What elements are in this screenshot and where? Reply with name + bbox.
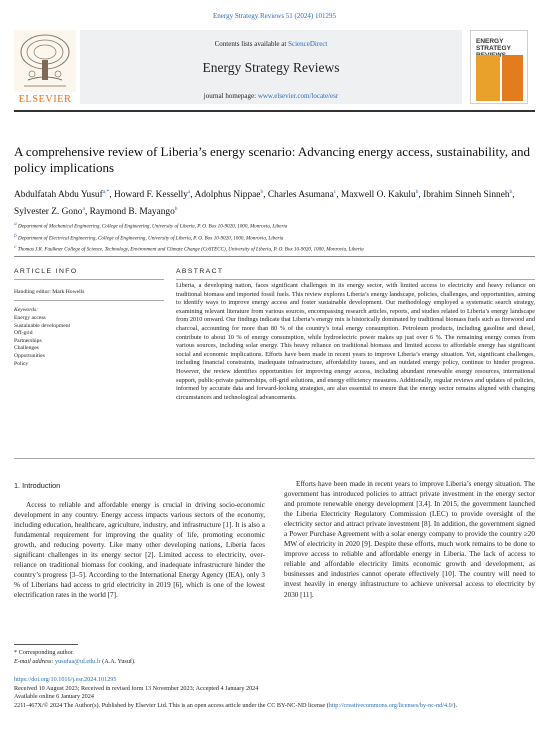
license-line xyxy=(14,702,535,711)
cover-title-line: STRATEGY xyxy=(476,45,511,52)
journal-cover-thumbnail[interactable] xyxy=(470,30,528,104)
affiliation xyxy=(14,232,534,244)
affiliation-list xyxy=(14,220,534,255)
keyword: Opportunities xyxy=(14,352,45,359)
affiliation-text: Department of Mechanical Engineering, College of Engineering, University of Liberia, P. O. Box 10-9020, 1000, Monrovia, Liberia xyxy=(16,223,288,230)
author-separator: , xyxy=(512,190,515,201)
doi-link[interactable]: https://doi.org/10.1016/j.esr.2024.101295 xyxy=(14,676,117,683)
body-paragraph: Efforts have been made in recent years to improve Liberia’s energy situation. The government has introduced policies to attract private investment in the energy sector and promote renewable energy development [3,4]. In 2015, the government launched the Liberia Electricity Regulatory Commission (LEC) to provide oversight of the electricity sector and attract private investment [8]. In addition, the government signed a Power Purchase Agreement with a solar energy company to provide the country ≥20 MW of electricity in 2020 [9]. Despite these efforts, much work remains to be done to improve access to reliable and affordable energy in Liberia. The lack of access to reliable and affordable electricity limits economic growth and development, as businesses and industries cannot operate effectively [10]. The country will need to invest heavily in energy infrastructure to achieve universal access to electricity by 2030 [11]. xyxy=(284,480,535,599)
running-head[interactable]: Energy Strategy Reviews 51 (2024) 101295 xyxy=(213,12,336,20)
publisher-wordmark[interactable]: ELSEVIER xyxy=(18,94,72,105)
author-affiliation-marker[interactable]: b xyxy=(260,189,264,195)
body-column-right xyxy=(284,479,535,600)
affiliation-marker: c xyxy=(14,244,17,251)
author-affiliation-marker[interactable]: b xyxy=(174,206,178,213)
keyword: Partnerships xyxy=(14,337,42,344)
sciencedirect-link[interactable]: ScienceDirect xyxy=(288,40,328,48)
affiliation xyxy=(14,220,534,232)
author-name[interactable]: Sylvester Z. Gono xyxy=(14,207,83,218)
article-meta-footer xyxy=(14,676,535,710)
author-separator: , xyxy=(263,190,268,201)
author-name[interactable]: Maxwell O. Kakulu xyxy=(340,190,416,201)
affiliation-marker: b xyxy=(14,232,17,239)
author-name[interactable]: Adolphus Nippae xyxy=(194,190,261,201)
keywords-label: Keywords: xyxy=(14,307,39,313)
affiliation-text: Department of Electrical Engineering, College of Engineering, University of Liberia, P. O. Box 10-9020, 1000, Monrovia, Liberia xyxy=(16,235,284,242)
author-separator: , xyxy=(336,190,341,201)
keyword-list xyxy=(14,315,70,368)
footnote-rule xyxy=(14,644,78,645)
online-date: Available online 6 January 2024 xyxy=(14,693,94,701)
abstract-heading: ABSTRACT xyxy=(176,268,224,275)
author-name[interactable]: Ibrahim Sinneh Sinneh xyxy=(423,190,510,201)
journal-homepage xyxy=(80,92,462,100)
affiliation xyxy=(14,243,534,255)
header-rule xyxy=(14,110,535,112)
author-separator: , xyxy=(418,190,424,201)
email-line xyxy=(14,657,136,666)
contents-line xyxy=(80,40,462,48)
article-info-heading: ARTICLE INFO xyxy=(14,268,78,275)
author-separator: , xyxy=(84,207,90,218)
footnote xyxy=(14,648,136,666)
email-label: E-mail address: xyxy=(14,658,56,665)
abstract-end-rule xyxy=(14,458,535,459)
author-affiliation-marker[interactable]: b xyxy=(509,189,513,195)
info-rule xyxy=(14,300,164,301)
affiliation-marker: a xyxy=(14,221,17,227)
email-suffix: (A.A. Yusuf). xyxy=(100,658,136,665)
author-list xyxy=(14,185,534,219)
elsevier-tree-logo[interactable] xyxy=(14,30,76,104)
author-affiliation-marker[interactable]: c xyxy=(333,189,337,195)
keyword: Challenges xyxy=(14,345,39,352)
license-prefix: 2211-467X/© 2024 The Author(s). Published by Elsevier Ltd. This is an open access article under the CC BY-NC-ND license ( xyxy=(14,701,329,709)
author-separator: , xyxy=(190,190,195,201)
corresponding-author-note: * Corresponding author. xyxy=(14,649,74,656)
keyword: Off-grid xyxy=(14,330,33,337)
contents-prefix: Contents lists available at xyxy=(214,40,289,48)
keyword: Energy access xyxy=(14,315,46,321)
cover-image-band xyxy=(476,55,500,101)
author-name[interactable]: Raymond B. Mayango xyxy=(89,207,175,218)
license-suffix: ). xyxy=(453,701,458,709)
keyword: Policy xyxy=(14,360,29,367)
homepage-prefix: journal homepage: xyxy=(203,92,258,100)
cover-image-band xyxy=(502,55,523,101)
author-name[interactable]: Howard F. Kesselly xyxy=(113,190,188,201)
abstract-rule xyxy=(176,279,535,280)
abstract-text: Liberia, a developing nation, faces significant challenges in its energy sector, with limited access to electricity and heavy reliance on traditional biomass and imported fossil fuels. This review explores Liberia’s energy landscape, policies, challenges, and opportunities, aiming to identify ways to improve energy access and foster sustainable development. Our methodology employed a systematic search strategy, examining relevant literature from various sources, encompassing research articles, reports, and studies related to Liberia’s energy landscape from 2010 onward. Our findings indicate that Liberia’s energy mix is historically dominated by traditional biomass fuels such as firewood and charcoal, accounting for more than 80 % of the country’s total energy consumption. Petroleum products, including gasoline and diesel, contribute to about 10 % of energy consumption, while hydroelectric power makes up just over 6 %. The remaining energy comes from various sources, including solar energy. This heavy reliance on traditional biomass and limited access to affordable energy has significant social and economic implications. Efforts have been made in recent years to improve Liberia’s energy situation. Yet, significant challenges, including financial constraints, inadequate infrastructure, affordability issues, and an outdated energy policy, continue to hinder progress. However, the review identifies opportunities for improving energy access, including abundant renewable energy resources, international support, public-private partnerships, off-grid solutions, and energy efficiency measures. Additionally, regular reviews and updates of policies, informed by accurate data and forward-looking strategies, are also essential to ensure that the energy sector remains aligned with changing circumstances and technological advancements. xyxy=(176,282,535,401)
author-separator: , xyxy=(109,190,114,201)
handling-editor: Handling editor: Mark Howells xyxy=(14,289,85,295)
cover-title-line: ENERGY xyxy=(476,38,504,45)
section-rule xyxy=(14,256,535,257)
author-affiliation-marker[interactable]: a xyxy=(82,206,85,213)
body-paragraph: Access to reliable and affordable energy is crucial in driving socio-economic development in any country. Energy access impacts various sectors of the economy, including education, healthcare, agriculture, industry, and infrastructure [1]. It is also a fundamental requirement for improving the quality of life, promoting economic growth, and reducing poverty. Like many other developing nations, Liberia faces significant challenges in its energy sector [2]. Limited access to electricity, over-reliance on traditional biomass for cooking, and inadequate infrastructure hinder the country’s progress [3–5]. According to the International Energy Agency (IEA), only 3 % of Liberians had access to grid electricity in 2019 [6], which is one of the lowest electrification rates in the world [7]. xyxy=(14,501,265,600)
article-title: A comprehensive review of Liberia’s energy scenario: Advancing energy access, sustainability, and policy implications xyxy=(14,144,530,175)
body-column-left xyxy=(14,500,265,600)
received-dates: Received 10 August 2023; Received in revised form 13 November 2023; Accepted 4 January 2024 xyxy=(14,684,259,692)
email-link[interactable]: yusufaa@ul.edu.lr xyxy=(55,658,101,665)
license-link[interactable]: http://creativecommons.org/licenses/by-nc-nd/4.0/ xyxy=(328,701,454,709)
keyword: Sustainable development xyxy=(14,322,71,329)
author-name[interactable]: Abdulfatah Abdu Yusuf xyxy=(14,190,103,201)
journal-title[interactable]: Energy Strategy Reviews xyxy=(202,60,340,75)
info-rule xyxy=(14,279,164,280)
author-affiliation-marker[interactable]: a xyxy=(187,189,191,195)
affiliation-text: Thomas J.R. Faulkner College of Science, Technology, Environment and Climate Change (CoSTECC), University of Liberia, P. O. Box 10-9020, 1000, Monrovia, Liberia xyxy=(16,247,364,254)
homepage-link[interactable]: www.elsevier.com/locate/esr xyxy=(257,92,339,100)
author-affiliation-marker[interactable]: a,* xyxy=(102,189,110,195)
section-heading: 1. Introduction xyxy=(14,481,61,490)
author-name[interactable]: Charles Asumana xyxy=(267,190,334,201)
author-affiliation-marker[interactable]: b xyxy=(415,189,419,195)
